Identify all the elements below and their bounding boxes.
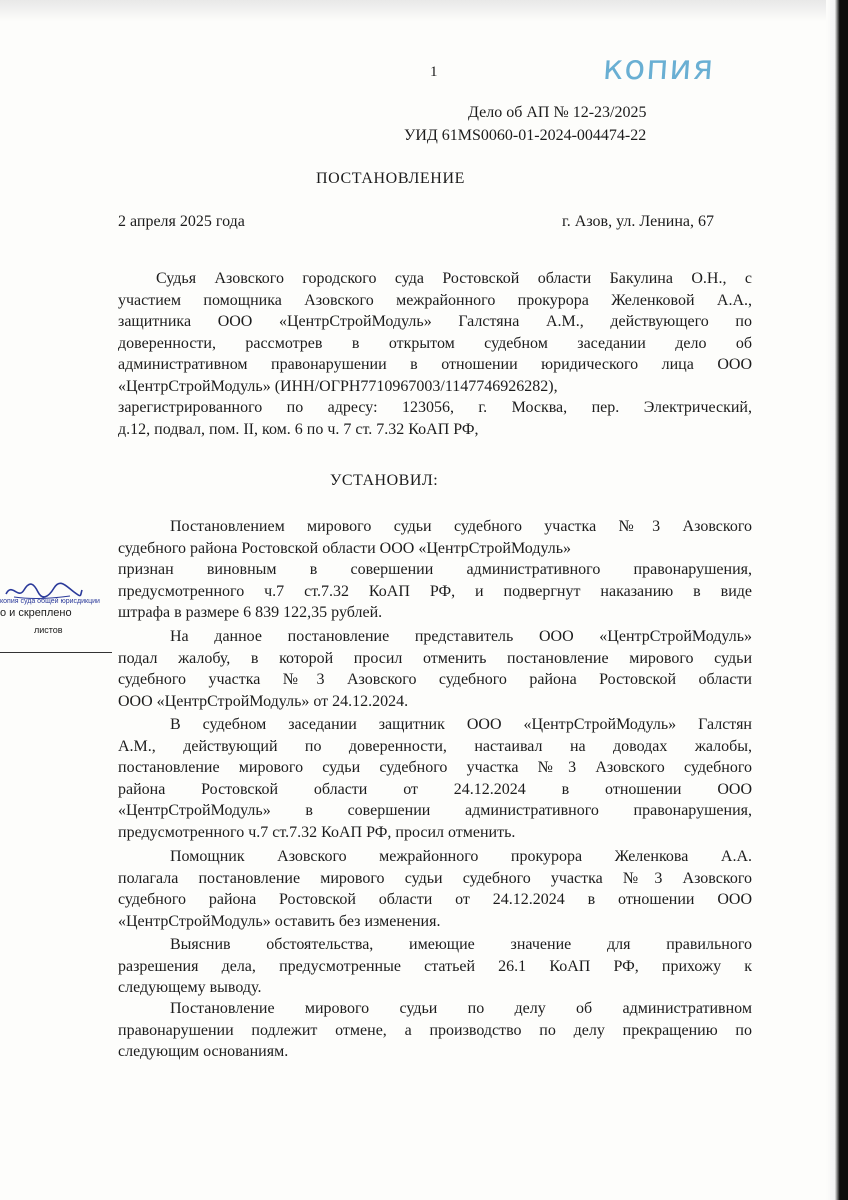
text-line: судебного района Ростовской области от 24.12.2024 в отношении ООО <box>118 891 752 908</box>
text-line: На данное постановление представитель ООО «ЦентрСтройМодуль» <box>170 628 752 645</box>
text-line: В судебном заседании защитник ООО «ЦентрСтройМодуль» Галстян <box>170 716 752 733</box>
text-line: следующим основаниям. <box>118 1043 289 1060</box>
text-line: ООО «ЦентрСтройМодуль» от 24.12.2024. <box>118 692 409 710</box>
text-line: д.12, подвал, пом. II, ком. 6 по ч. 7 ст. 7.32 КоАП РФ, <box>118 420 479 438</box>
stamp-line-1: копия суда общей юрисдикции <box>0 598 100 605</box>
text-line: подал жалобу, в которой просил отменить постановление мирового судьи <box>118 649 752 667</box>
text-line: предусмотренного ч.7 ст.7.32 КоАП РФ, просил отменить. <box>118 823 516 841</box>
text-line: защитника ООО «ЦентрСтройМодуль» Галстяна А.М., действующего по <box>118 313 752 330</box>
text-line: административном правонарушении в отношении юридического лица ООО <box>118 356 752 373</box>
text-line: судебного участка №3 Азовского судебного района Ростовской области <box>118 671 752 688</box>
text-line: Выяснив обстоятельства, имеющие значение для правильного <box>170 936 752 953</box>
text-line: разрешения дела, предусмотренные статьей 26.1 КоАП РФ, прихожу к <box>118 957 752 975</box>
text-line: штрафа в размере 6 839 122,35 рублей. <box>118 604 383 621</box>
text-line: Постановлением мирового судьи судебного участка №3 Азовского <box>170 518 752 535</box>
stamp-line-2: о и скреплено <box>0 607 72 619</box>
text-line: «ЦентрСтройМодуль» (ИНН/ОГРН7710967003/1147746926282), <box>118 377 558 395</box>
body-paragraph <box>118 626 752 712</box>
stamp-line-3: листов <box>34 625 63 635</box>
text-line: Судья Азовского городского суда Ростовской области Бакулина О.Н., с <box>156 270 752 287</box>
case-uid: УИД 61MS0060-01-2024-004474-22 <box>404 127 647 144</box>
document-date: 2 апреля 2025 года <box>118 213 245 230</box>
text-line: зарегистрированного по адресу: 123056, г. Москва, пер. Электрический, <box>118 399 752 416</box>
text-line: следующему выводу. <box>118 979 262 996</box>
text-line: «ЦентрСтройМодуль» оставить без изменения. <box>118 912 441 930</box>
page-number: 1 <box>430 64 438 80</box>
text-line: участием помощника Азовского межрайонного прокурора Желенковой А.А., <box>118 291 752 309</box>
text-line: предусмотренного ч.7 ст.7.32 КоАП РФ, и подвергнут наказанию в виде <box>118 582 752 600</box>
text-line: судебного района Ростовской области ООО «ЦентрСтройМодуль» <box>118 539 572 557</box>
established-heading: УСТАНОВИЛ: <box>330 472 439 489</box>
document-place: г. Азов, ул. Ленина, 67 <box>562 213 715 230</box>
text-line: А.М., действующий по доверенности, настаивал на доводах жалобы, <box>118 737 752 755</box>
text-line: доверенности, рассмотрев в открытом судебном заседании дело об <box>118 334 752 352</box>
text-line: Помощник Азовского межрайонного прокурора Желенкова А.А. <box>170 848 752 865</box>
body-paragraph <box>118 714 752 843</box>
case-number: Дело об АП № 12-23/2025 <box>468 104 647 121</box>
document-title: ПОСТАНОВЛЕНИЕ <box>316 170 465 187</box>
body-paragraph <box>118 846 752 932</box>
body-paragraph <box>118 516 752 624</box>
text-line: постановление мирового судьи судебного участка №3 Азовского судебного <box>118 759 752 776</box>
body-paragraph <box>118 998 752 1063</box>
copy-stamp: копия <box>601 48 716 88</box>
scan-top-edge <box>0 0 848 22</box>
intro-paragraph <box>118 268 752 440</box>
text-line: полагала постановление мирового судьи судебного участка №3 Азовского <box>118 869 752 887</box>
text-line: правонарушении подлежит отмене, а производство по делу прекращению по <box>118 1021 752 1039</box>
stamp-underline <box>0 652 112 653</box>
text-line: «ЦентрСтройМодуль» в совершении административного правонарушения, <box>118 802 752 819</box>
text-line: признан виновным в совершении административного правонарушения, <box>118 561 752 578</box>
scan-right-edge <box>826 0 848 1200</box>
text-line: района Ростовской области от 24.12.2024 в отношении ООО <box>118 780 752 798</box>
text-line: Постановление мирового судьи по делу об административном <box>170 1000 752 1017</box>
certification-stamp <box>0 580 112 660</box>
body-paragraph <box>118 934 752 999</box>
